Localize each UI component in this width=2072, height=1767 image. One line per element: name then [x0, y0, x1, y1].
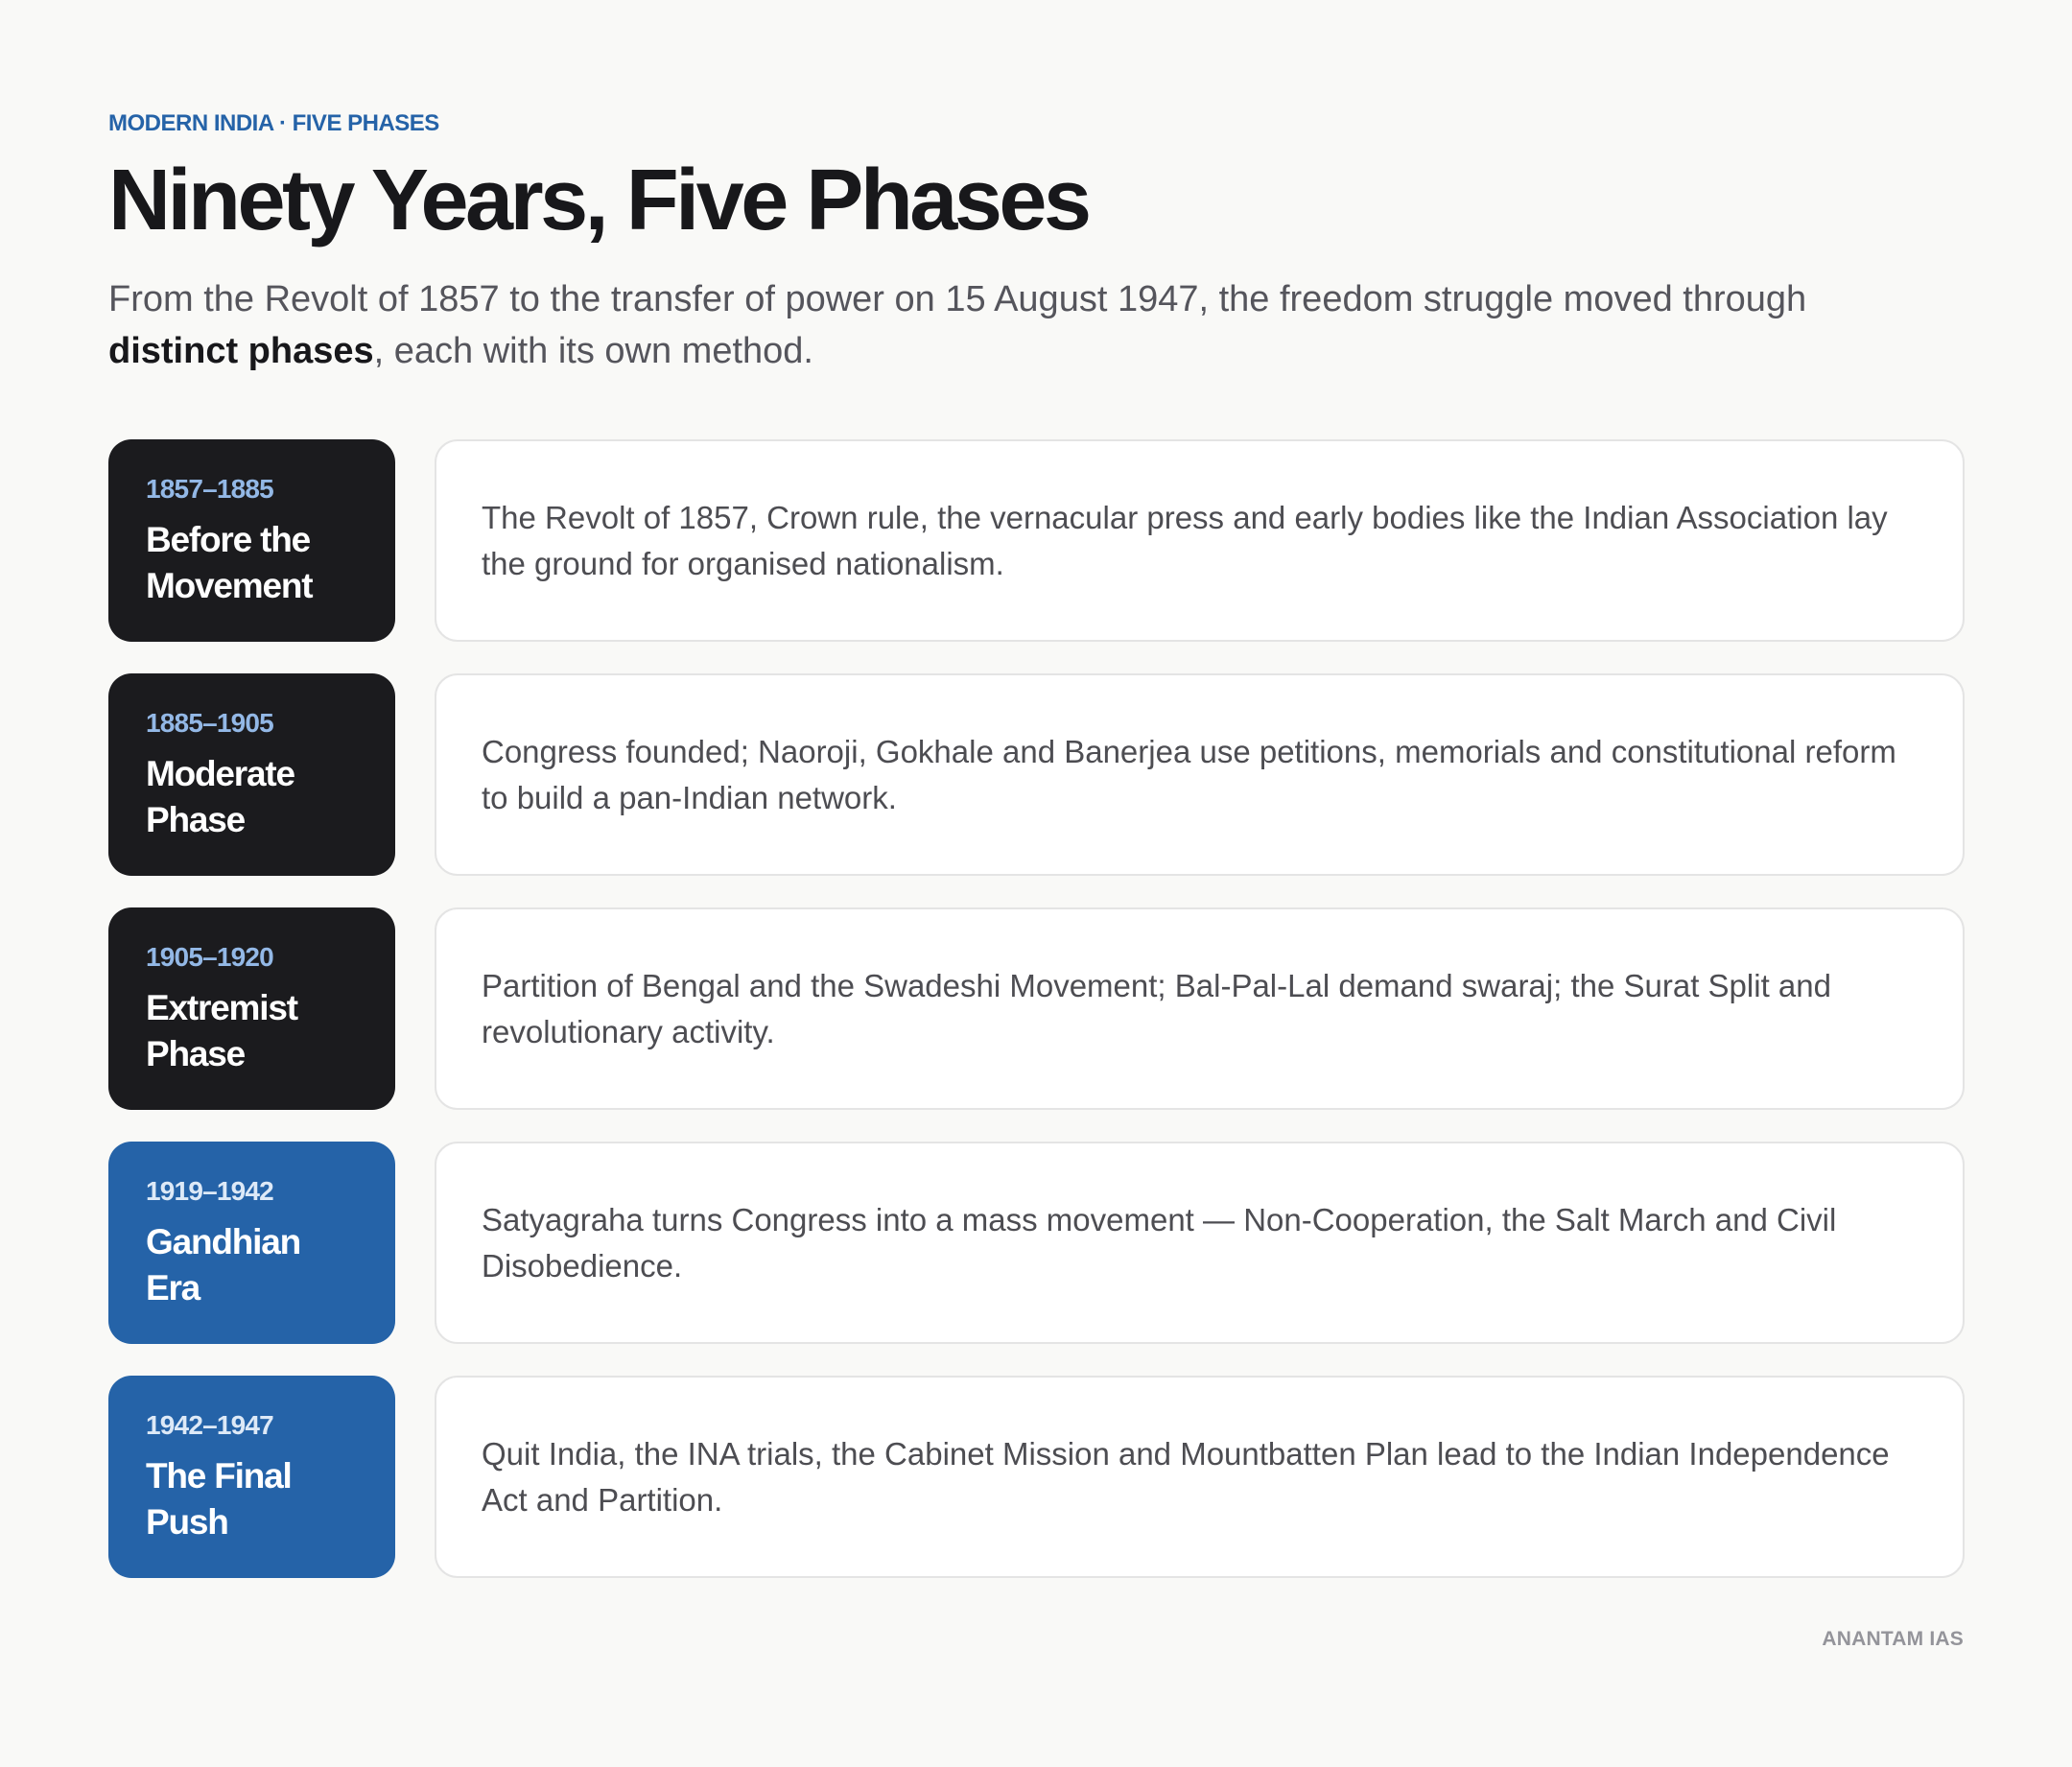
phase-description-card [435, 1142, 1965, 1344]
phase-name [146, 1219, 376, 1311]
phase-name-line: Extremist [146, 988, 297, 1027]
phase-description: Satyagraha turns Congress into a mass movement — Non-Cooperation, the Salt March and Civil Disobedience. [482, 1201, 1837, 1284]
phase-row [108, 439, 1965, 642]
eyebrow: MODERN INDIA · FIVE PHASES [108, 110, 439, 136]
phase-years: 1919–1942 [146, 1176, 273, 1206]
phase-name-line: Push [146, 1502, 228, 1542]
phase-row [108, 1142, 1965, 1344]
phase-description-card [435, 907, 1965, 1110]
phase-years: 1905–1920 [146, 942, 273, 972]
phase-years: 1942–1947 [146, 1410, 273, 1440]
phase-tag [108, 1142, 395, 1344]
phase-description-card [435, 1376, 1965, 1578]
phase-name-line: Era [146, 1268, 200, 1308]
page-subtitle [108, 273, 1931, 377]
subtitle-text-before: From the Revolt of 1857 to the transfer of power on 15 August 1947, the freedom struggle moved through [108, 279, 1807, 319]
phase-name-line: The Final [146, 1456, 292, 1496]
subtitle-emphasis: distinct phases [108, 331, 374, 371]
phase-row [108, 1376, 1965, 1578]
phase-tag [108, 907, 395, 1110]
phase-description: Congress founded; Naoroji, Gokhale and Banerjea use petitions, memorials and constitutional reform to build a pan-Indian network. [482, 733, 1896, 815]
phase-name [146, 1453, 376, 1545]
phase-tag [108, 673, 395, 876]
phase-name [146, 751, 376, 843]
phase-name-line: Movement [146, 566, 313, 605]
phase-name-line: Gandhian [146, 1222, 301, 1261]
phase-row [108, 907, 1965, 1110]
phase-description-card [435, 439, 1965, 642]
page-title: Ninety Years, Five Phases [108, 153, 1089, 248]
phase-name-line: Moderate [146, 754, 294, 793]
phase-years: 1857–1885 [146, 474, 273, 504]
phase-years: 1885–1905 [146, 708, 273, 738]
phase-list [108, 439, 1965, 1610]
phase-name-line: Phase [146, 800, 246, 839]
phase-name [146, 517, 376, 609]
phase-tag [108, 439, 395, 642]
phase-name [146, 985, 376, 1077]
phase-description: The Revolt of 1857, Crown rule, the vernacular press and early bodies like the Indian Association lay the ground for organised nationalism. [482, 499, 1888, 581]
subtitle-text-after: , each with its own method. [373, 331, 813, 371]
phase-tag [108, 1376, 395, 1578]
phase-name-line: Before the [146, 520, 310, 559]
phase-description-card [435, 673, 1965, 876]
phase-description: Partition of Bengal and the Swadeshi Movement; Bal-Pal-Lal demand swaraj; the Surat Split and revolutionary activity. [482, 967, 1831, 1049]
footer-brand: ANANTAM IAS [1822, 1628, 1964, 1650]
phase-description: Quit India, the INA trials, the Cabinet Mission and Mountbatten Plan lead to the Indian Independence Act and Partition. [482, 1435, 1890, 1518]
phase-name-line: Phase [146, 1034, 246, 1073]
phase-row [108, 673, 1965, 876]
